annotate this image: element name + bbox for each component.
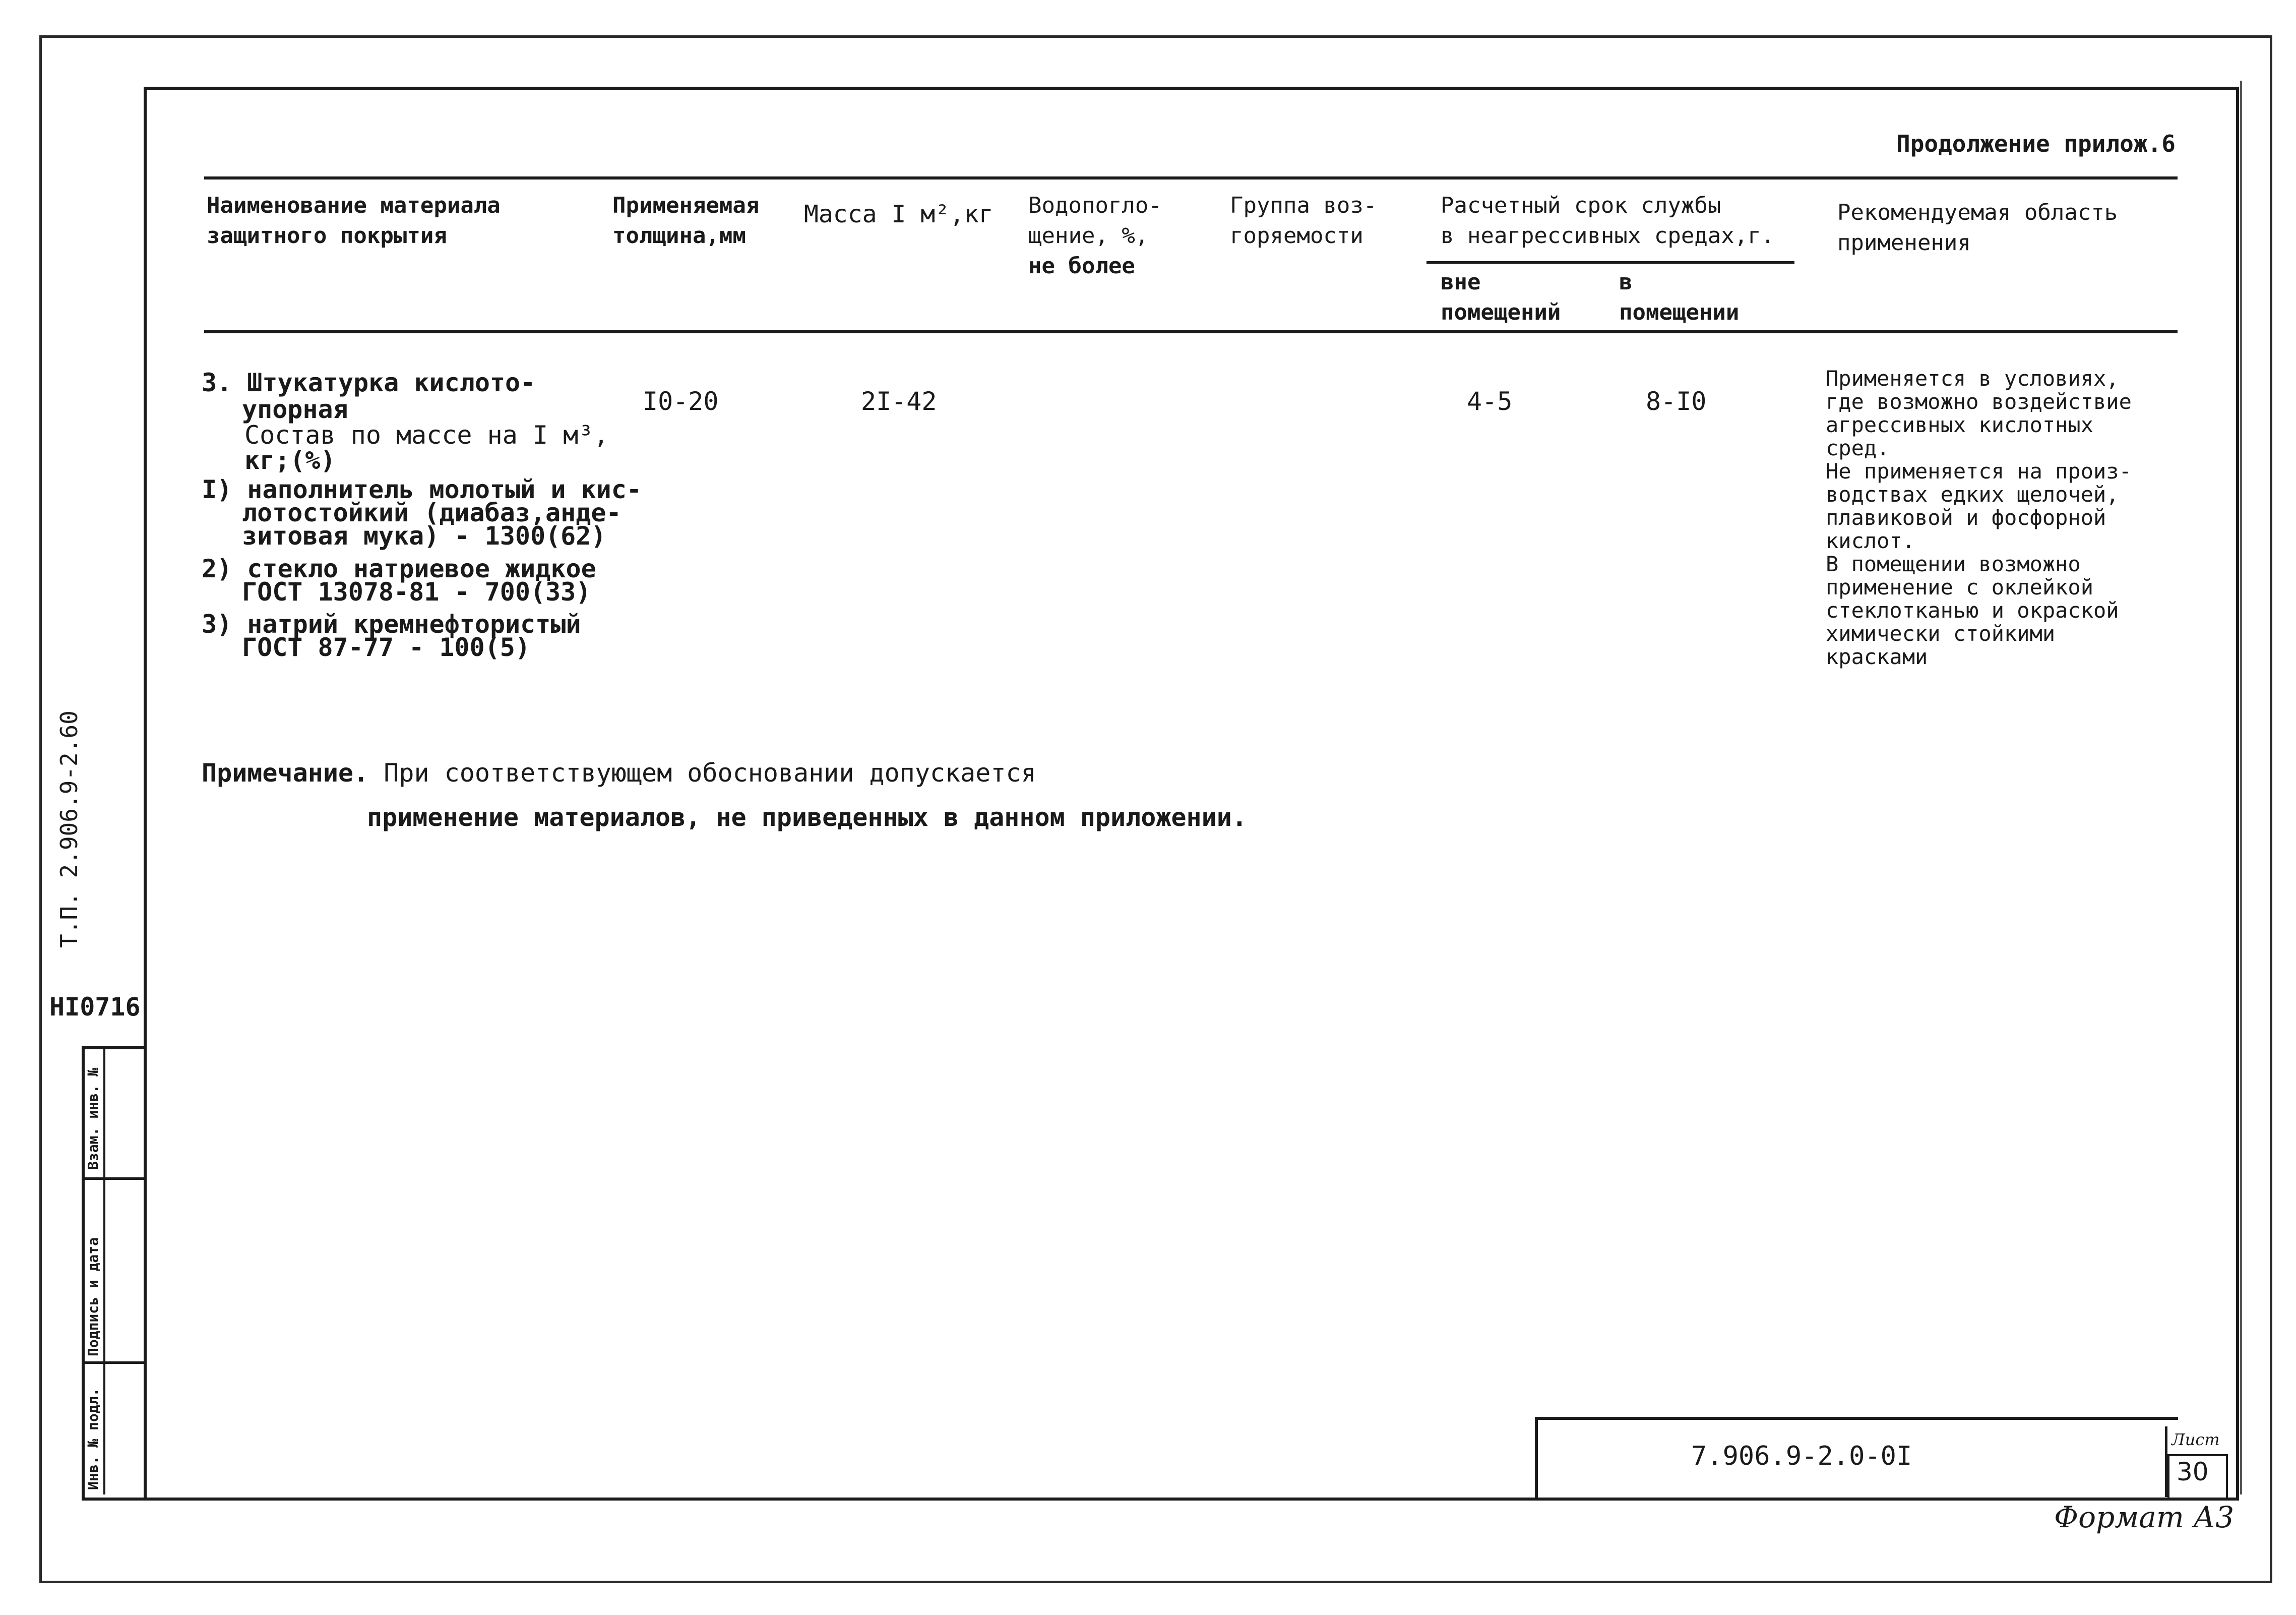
row-area-line: Не применяется на произ-	[1826, 459, 2132, 484]
header-service-outside	[1441, 267, 1561, 328]
inventory-number: НI0716	[49, 992, 141, 1022]
registration-strip-divider	[103, 1046, 105, 1494]
continuation-label: Продолжение прилож.6	[1896, 130, 2176, 157]
header-fire-line2: горяемости	[1230, 223, 1363, 249]
row-item-3-line2: ГОСТ 87-77 - 100(5)	[242, 633, 530, 662]
row-item-1-line2: лотостойкий (диабаз,анде-	[242, 498, 622, 527]
row-area-line: плавиковой и фосфорной	[1826, 505, 2106, 530]
header-water-line3: не более	[1028, 253, 1135, 279]
row-item-1-line1: I) наполнитель молотый и кис-	[202, 475, 642, 504]
header-water-line1: Водопогло-	[1028, 193, 1162, 218]
row-item-1	[202, 475, 642, 551]
header-water-line2: щение, %,	[1028, 223, 1149, 249]
header-service-outside-line1: вне	[1441, 269, 1481, 295]
row-area-line: Применяется в условиях,	[1826, 366, 2119, 391]
header-service-life-line1: Расчетный срок службы	[1441, 193, 1721, 218]
header-service-outside-line2: помещений	[1441, 300, 1561, 325]
strip-label-replaced: Взам. инв. №	[85, 1067, 101, 1170]
registration-strip-sep	[82, 1177, 144, 1180]
row-mass: 2I-42	[861, 387, 937, 416]
document-code: 7.906.9-2.0-0I	[1691, 1441, 1912, 1471]
note-line2: применение материалов, не приведенных в данном приложении.	[367, 803, 1247, 832]
note-text-1: При соответствующем обосновании допускается	[384, 758, 1036, 788]
row-area-line: агрессивных кислотных	[1826, 412, 2094, 437]
note-line1	[202, 757, 1036, 789]
row-thickness: I0-20	[643, 387, 719, 416]
header-area	[1837, 198, 2118, 258]
vertical-project-code: Т.П. 2.906.9-2.60	[55, 710, 83, 948]
row-item-3-line1: 3) натрий кремнефтористый	[202, 610, 581, 639]
row-item-3	[202, 610, 581, 662]
row-area-line: водствах едких щелочей,	[1826, 482, 2119, 507]
sheet-label: Лист	[2171, 1430, 2220, 1449]
header-service-life	[1441, 191, 1774, 251]
frame-right-edge	[2240, 81, 2242, 1494]
header-area-line2: применения	[1837, 230, 1971, 256]
header-water	[1028, 191, 1162, 281]
sheet-number: 30	[2177, 1457, 2209, 1486]
row-service-outside: 4-5	[1467, 387, 1513, 416]
header-fire	[1230, 191, 1377, 251]
row-item-1-line3: зитовая мука) - 1300(62)	[242, 521, 606, 551]
row-area-line: В помещении возможно	[1826, 552, 2081, 576]
row-area-line: химически стойкими	[1826, 621, 2056, 646]
header-fire-line1: Группа воз-	[1230, 193, 1377, 218]
service-life-subrule	[1426, 261, 1794, 264]
row-material	[202, 367, 536, 424]
row-title-line2: упорная	[242, 395, 348, 424]
format-label: Формат А3	[2054, 1500, 2235, 1534]
row-composition	[244, 423, 608, 473]
header-material	[207, 191, 501, 251]
header-thickness-line1: Применяемая	[612, 193, 760, 218]
header-thickness-line2: толщина,мм	[612, 223, 746, 249]
table-top-rule	[204, 176, 2178, 180]
row-composition-line2: кг;(%)	[244, 446, 336, 475]
row-area-line: сред.	[1826, 436, 1890, 460]
row-item-2-line2: ГОСТ 13078-81 - 700(33)	[242, 577, 591, 607]
header-service-inside	[1619, 267, 1739, 328]
registration-strip-sep	[82, 1361, 144, 1364]
strip-label-inventory: Инв. № подл.	[85, 1388, 101, 1490]
header-mass: Масса I м²,кг	[804, 200, 994, 228]
row-area-line: где возможно воздействие	[1826, 389, 2132, 414]
header-material-line2: защитного покрытия	[207, 223, 447, 249]
row-item-2	[202, 554, 596, 607]
row-area-line: красками	[1826, 644, 1928, 669]
row-area	[1826, 367, 2132, 669]
row-composition-line1: Состав по массе на I м³,	[244, 421, 609, 450]
row-item-2-line1: 2) стекло натриевое жидкое	[202, 554, 596, 583]
drawing-frame	[144, 87, 2239, 1501]
header-area-line1: Рекомендуемая область	[1837, 200, 2118, 225]
row-area-line: кислот.	[1826, 528, 1915, 553]
header-service-life-line2: в неагрессивных средах,г.	[1441, 223, 1775, 249]
table-header-bottom-rule	[204, 330, 2178, 333]
header-thickness	[612, 191, 759, 251]
strip-label-signature: Подпись и дата	[85, 1237, 101, 1356]
row-area-line: применение с оклейкой	[1826, 575, 2094, 600]
header-material-line1: Наименование материала	[207, 193, 501, 218]
row-area-line: стеклотканью и окраской	[1826, 598, 2119, 623]
note-label: Примечание.	[202, 758, 369, 788]
header-service-inside-line2: помещении	[1619, 300, 1740, 325]
row-title-line1: 3. Штукатурка кислото-	[202, 368, 536, 397]
header-service-inside-line1: в	[1619, 269, 1633, 295]
row-service-inside: 8-I0	[1646, 387, 1707, 416]
